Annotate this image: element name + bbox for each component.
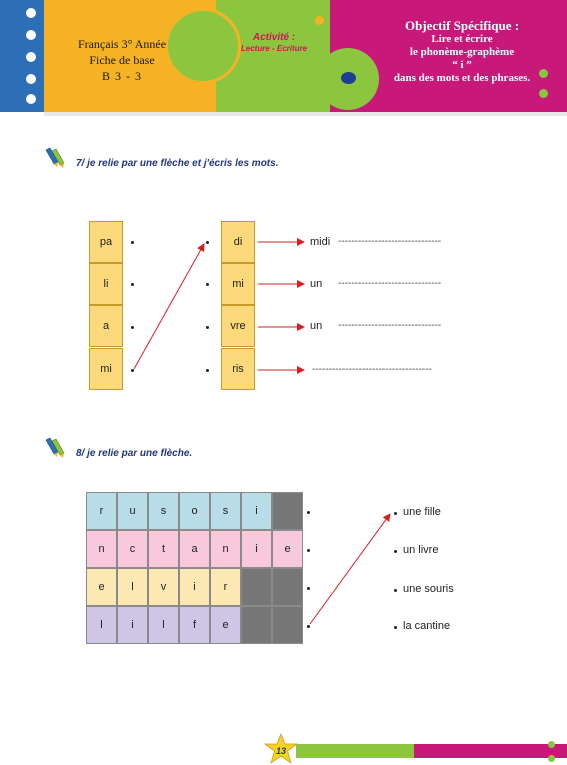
- sheet-code: B 3 - 3: [102, 69, 142, 83]
- answer-word[interactable]: un: [310, 278, 323, 290]
- objective-line: le phonème-graphème: [409, 46, 515, 58]
- empty-cell: [272, 606, 303, 644]
- activity-title: Activité :: [252, 32, 296, 43]
- empty-cell: [241, 568, 272, 606]
- word-option[interactable]: une souris: [403, 583, 454, 595]
- decor-dot: [548, 741, 555, 748]
- connection-arrow: [134, 244, 204, 369]
- answer-word[interactable]: un: [310, 320, 323, 332]
- activity-subtitle: Lecture - Ecriture: [240, 44, 308, 53]
- write-line[interactable]: ------------------------------------: [312, 364, 432, 375]
- syllable-card[interactable]: li: [89, 263, 123, 305]
- objective-line: Lire et écrire: [431, 33, 493, 45]
- letter-cell[interactable]: f: [179, 606, 210, 644]
- syllable-card[interactable]: mi: [221, 263, 255, 305]
- footer-green-segment: [296, 744, 414, 758]
- letter-cell[interactable]: i: [179, 568, 210, 606]
- letter-cell[interactable]: r: [210, 568, 241, 606]
- letter-cell[interactable]: a: [179, 530, 210, 568]
- letter-cell[interactable]: i: [241, 492, 272, 530]
- syllable-card[interactable]: pa: [89, 221, 123, 263]
- letter-cell[interactable]: e: [86, 568, 117, 606]
- objective-line: “ i ”: [452, 59, 472, 71]
- letter-cell[interactable]: t: [148, 530, 179, 568]
- pencil-icon: [44, 437, 66, 459]
- exercise7-instruction: 7/ je relie par une flèche et j'écris les mots.: [76, 158, 279, 169]
- course-title: Français 3° Année: [77, 37, 167, 51]
- link-point[interactable]: [307, 511, 310, 514]
- letter-cell[interactable]: s: [210, 492, 241, 530]
- connection-arrow: [310, 514, 390, 624]
- link-point[interactable]: [394, 512, 397, 515]
- letter-cell[interactable]: s: [148, 492, 179, 530]
- write-line[interactable]: -------------------------------: [338, 236, 442, 247]
- syllable-card[interactable]: vre: [221, 305, 255, 347]
- letter-cell[interactable]: n: [86, 530, 117, 568]
- letter-cell[interactable]: e: [272, 530, 303, 568]
- word-option[interactable]: un livre: [403, 544, 439, 556]
- link-point[interactable]: [307, 549, 310, 552]
- word-option[interactable]: une fille: [403, 506, 441, 518]
- link-point[interactable]: [394, 550, 397, 553]
- page-number: 13: [275, 746, 287, 756]
- sheet-type: Fiche de base: [89, 53, 155, 67]
- letter-cell[interactable]: e: [210, 606, 241, 644]
- write-line[interactable]: -------------------------------: [338, 278, 442, 289]
- letter-cell[interactable]: i: [117, 606, 148, 644]
- letter-cell[interactable]: i: [241, 530, 272, 568]
- write-line[interactable]: -------------------------------: [338, 320, 442, 331]
- star-icon: [263, 733, 299, 765]
- empty-cell: [241, 606, 272, 644]
- answer-word[interactable]: midi: [310, 236, 331, 248]
- letter-cell[interactable]: v: [148, 568, 179, 606]
- letter-cell[interactable]: o: [179, 492, 210, 530]
- syllable-card[interactable]: mi: [89, 348, 123, 390]
- letter-cell[interactable]: c: [117, 530, 148, 568]
- link-point[interactable]: [394, 589, 397, 592]
- letter-cell[interactable]: r: [86, 492, 117, 530]
- empty-cell: [272, 492, 303, 530]
- decor-dot: [548, 755, 555, 762]
- letter-cell[interactable]: u: [117, 492, 148, 530]
- objective-title: Objectif Spécifique :: [404, 18, 520, 33]
- exercise8-instruction: 8/ je relie par une flèche.: [76, 448, 193, 459]
- syllable-card[interactable]: ris: [221, 348, 255, 390]
- letter-cell[interactable]: l: [117, 568, 148, 606]
- letter-cell[interactable]: n: [210, 530, 241, 568]
- syllable-card[interactable]: a: [89, 305, 123, 347]
- link-point[interactable]: [307, 587, 310, 590]
- letter-cell[interactable]: l: [86, 606, 117, 644]
- syllable-card[interactable]: di: [221, 221, 255, 263]
- link-point[interactable]: [307, 625, 310, 628]
- letter-cell[interactable]: l: [148, 606, 179, 644]
- objective-line: dans des mots et des phrases.: [393, 72, 531, 84]
- empty-cell: [272, 568, 303, 606]
- word-option[interactable]: la cantine: [403, 620, 451, 632]
- link-point[interactable]: [394, 626, 397, 629]
